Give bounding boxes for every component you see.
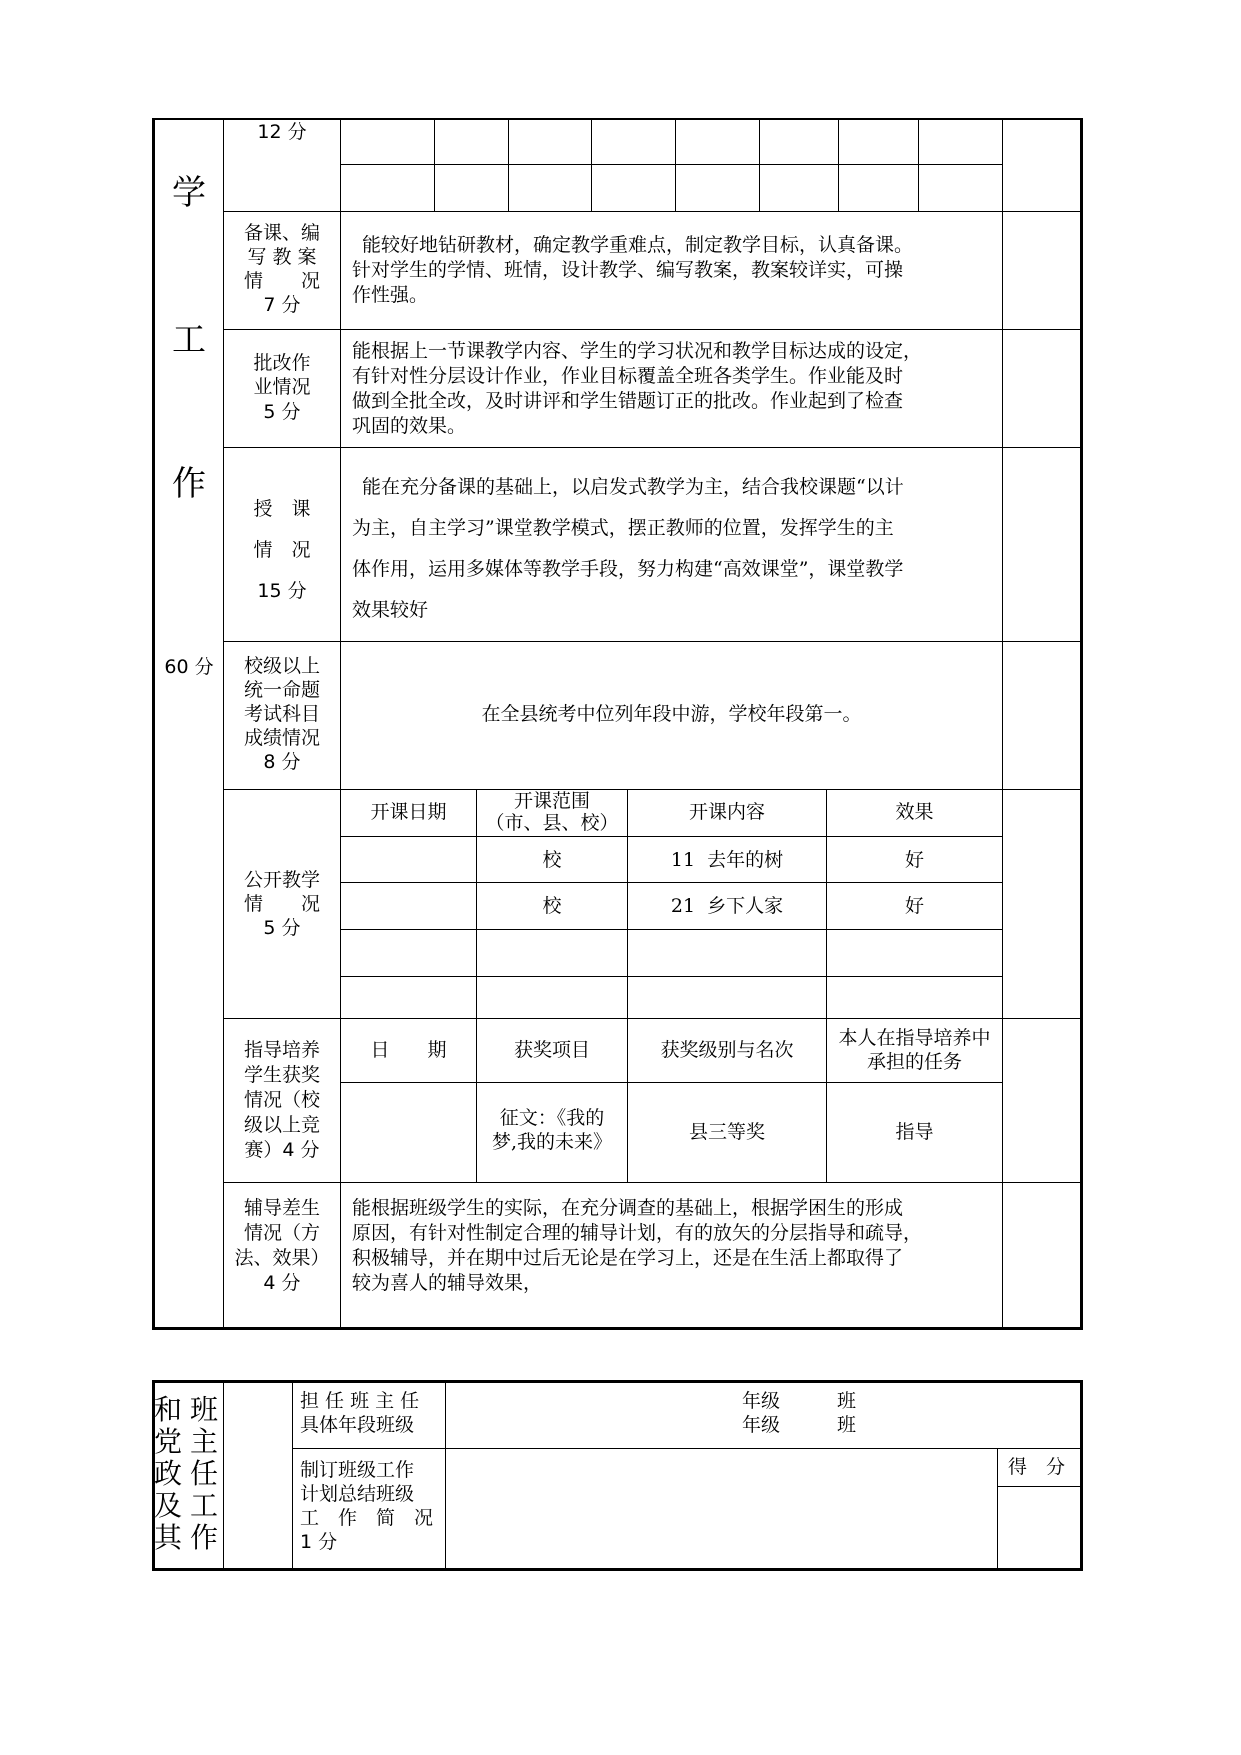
homeroom-grade-1: 年级 班: [742, 1390, 857, 1412]
tutoring-label-4: 4 分: [263, 1272, 301, 1294]
side-char-gong: 工: [172, 320, 206, 360]
exam-label-2: 统一命题: [243, 679, 320, 701]
awards-label-5: 赛）4 分: [244, 1139, 320, 1161]
exam-label-1: 校级以上: [243, 655, 320, 677]
homework-label-1: 批改作: [253, 352, 311, 374]
open-class-cell: 好: [904, 849, 924, 871]
teaching-text-2: 为主，自主学习”课堂教学模式，摆正教师的位置，发挥学生的主: [352, 517, 894, 539]
exam-label-5: 8 分: [263, 751, 301, 773]
homeroom-grade-2: 年级 班: [742, 1414, 857, 1436]
awards-header-role: 本人在指导培养中 承担的任务: [838, 1027, 991, 1073]
homeroom-label-2: 具体年段班级: [300, 1414, 415, 1436]
homework-text-4: 巩固的效果。: [352, 415, 467, 437]
exam-text: 在全县统考中位列年段中游，学校年段第一。: [481, 703, 862, 725]
tutoring-text-1: 能根据班级学生的实际，在充分调查的基础上，根据学困生的形成: [352, 1197, 904, 1219]
open-class-label-2: 情 况: [243, 893, 320, 915]
awards-label-2: 学生获奖: [243, 1064, 320, 1086]
tutoring-label-3: 法、效果）: [234, 1247, 330, 1269]
side-score: 60 分: [164, 656, 214, 678]
teaching-label-2: 情 况: [253, 539, 311, 561]
side-char-xue: 学: [172, 173, 206, 213]
teaching-text-3: 体作用，运用多媒体等教学手段，努力构建“高效课堂”，课堂教学: [352, 558, 904, 580]
tutoring-text-4: 较为喜人的辅导效果，: [352, 1272, 543, 1294]
tutoring-text-2: 原因，有针对性制定合理的辅导计划，有的放矢的分层指导和疏导，: [352, 1222, 923, 1244]
open-class-header-date: 开课日期: [370, 801, 447, 823]
plan-label-4: 1 分: [300, 1531, 338, 1553]
side-char-zuo: 作: [172, 464, 206, 504]
prep-text-1: 能较好地钻研教材，确定教学重难点，制定教学目标，认真备课。: [362, 234, 914, 256]
open-class-label-1: 公开教学: [243, 869, 320, 891]
homework-text-3: 做到全批全改，及时讲评和学生错题订正的批改。作业起到了检查: [352, 390, 904, 412]
homework-label-3: 5 分: [263, 401, 301, 423]
tutoring-text-3: 积极辅导，并在期中过后无论是在学习上，还是在生活上都取得了: [352, 1247, 904, 1269]
open-class-cell: 21 乡下人家: [670, 895, 784, 917]
awards-cell-level: 县三等奖: [688, 1121, 765, 1143]
awards-header-item: 获奖项目: [513, 1039, 590, 1061]
awards-header-level: 获奖级别与名次: [660, 1039, 794, 1061]
prep-label-2: 写 教 案: [247, 246, 317, 268]
homeroom-label-1: 担 任 班 主 任: [300, 1390, 420, 1412]
plan-label-1: 制订班级工作: [300, 1459, 415, 1481]
teaching-label-1: 授 课: [253, 498, 311, 520]
side-text-col1: 和党政及其: [153, 1393, 182, 1554]
homework-label-2: 业情况: [253, 376, 311, 398]
side-text-col2: 班主任工作: [189, 1393, 218, 1554]
awards-header-date: 日 期: [370, 1039, 447, 1061]
awards-label-3: 情况（校: [243, 1089, 320, 1111]
open-class-header-effect: 效果: [895, 801, 934, 823]
row-top-score: 12 分: [257, 121, 307, 143]
prep-label-3: 情 况: [243, 270, 320, 292]
open-class-cell: 11 去年的树: [670, 849, 784, 871]
open-class-label-3: 5 分: [263, 917, 301, 939]
awards-cell-item: 征文：《我的 梦,我的未来》: [491, 1107, 613, 1153]
tutoring-label-2: 情况（方: [243, 1222, 320, 1244]
homework-text-2: 有针对性分层设计作业，作业目标覆盖全班各类学生。作业能及时: [352, 365, 904, 387]
exam-label-3: 考试科目: [243, 703, 320, 725]
prep-label-4: 7 分: [263, 294, 301, 316]
plan-label-2: 计划总结班级: [300, 1483, 415, 1505]
awards-cell-role: 指导: [895, 1121, 934, 1143]
tutoring-label-1: 辅导差生: [243, 1197, 320, 1219]
prep-label-1: 备课、编: [243, 222, 320, 244]
open-class-cell: 校: [542, 849, 562, 871]
plan-label-3: 工 作 简 况: [300, 1507, 434, 1529]
teaching-text-1: 能在充分备课的基础上，以启发式教学为主，结合我校课题“以计: [362, 476, 904, 498]
teaching-text-4: 效果较好: [352, 599, 429, 621]
score-label: 得 分: [1008, 1456, 1066, 1478]
prep-text-2: 针对学生的学情、班情，设计教学、编写教案，教案较详实，可操: [352, 259, 904, 281]
prep-text-3: 作性强。: [352, 284, 429, 306]
teaching-label-3: 15 分: [257, 580, 307, 602]
open-class-header-content: 开课内容: [688, 801, 765, 823]
awards-label-1: 指导培养: [243, 1039, 320, 1061]
exam-label-4: 成绩情况: [243, 727, 320, 749]
open-class-cell: 好: [904, 895, 924, 917]
open-class-cell: 校: [542, 895, 562, 917]
awards-label-4: 级以上竞: [243, 1114, 320, 1136]
open-class-header-range: 开课范围 （市、县、校）: [485, 790, 619, 834]
homework-text-1: 能根据上一节课教学内容、学生的学习状况和教学目标达成的设定，: [352, 340, 923, 362]
